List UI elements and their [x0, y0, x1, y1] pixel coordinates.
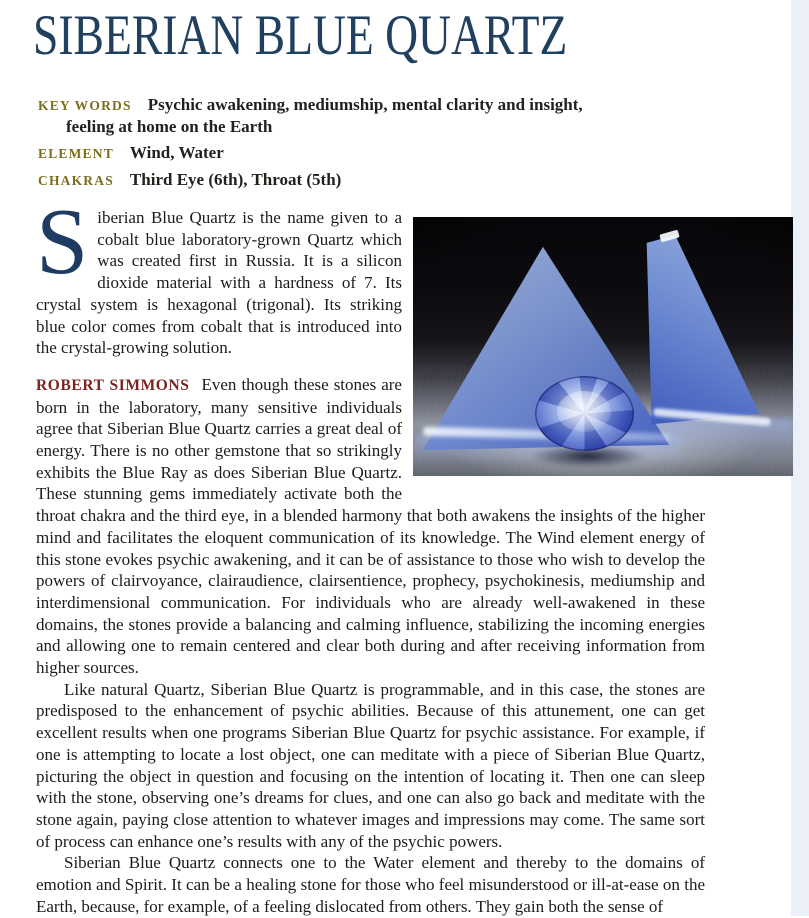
property-row-chakras: [38, 169, 598, 191]
property-value: Wind, Water: [129, 143, 224, 162]
property-label: KEY WORDS: [38, 98, 132, 113]
photo-gem-table-facet: [557, 391, 611, 432]
paragraph-robert-simmons-text: Even though these stones are born in the laboratory, many sensitive individuals agree that Siberian Blue Quartz carries a great deal of energy. There is no other gemstone that so strikingly exhibits the Blue Ray as does Siberian Blue Quartz. These stunning gems immediately activate both the throat chakra and the third eye, in a blended harmony that both awakens the insights of the higher mind and facilitates the eloquent communication of its knowledge. The Wind element energy of this stone evokes psychic awakening, and it can be of assistance to those who wish to develop the powers of clairvoyance, clairaudience, clairsentience, prophecy, psychokinesis, mediumship and interdimensional communication. For individuals who are already well-awakened in these domains, the stones provide a balancing and calming influence, stabilizing the incoming energies and allowing one to remain centered and clear both during and after receiving information from higher sources.: [36, 374, 705, 678]
author-label: ROBERT SIMMONS: [36, 376, 190, 394]
property-value: Psychic awakening, mediumship, mental clarity and insight, feeling at home on the Earth: [66, 95, 583, 136]
paragraph-water-element: Siberian Blue Quartz connects one to the Water element and thereby to the domains of emotion and Spirit. It can be a healing stone for those who feel misunderstood or ill-at-ease on the Earth, because, for example, of a feeling dislocated from others. They gain both the sense of: [36, 853, 705, 916]
page-edge-strip: [791, 0, 809, 916]
property-row-element: [38, 142, 598, 164]
dropcap-letter: S: [36, 190, 89, 294]
property-label: CHAKRAS: [38, 173, 114, 188]
paragraph-programmable: Like natural Quartz, Siberian Blue Quartz is programmable, and in this case, the stones are predisposed to the enhancement of psychic abilities. Because of this attunement, one can get excellent results when one programs Siberian Blue Quartz for psychic assistance. For example, if one is attempting to locate a lost object, one can meditate with a piece of Siberian Blue Quartz, picturing the object in question and focusing on the intention of locating it. Then one can sleep with the stone, observing one’s dreams for clues, and one can also go back and meditate with the stone again, paying close attention to whatever images and impressions may come. The same sort of process can enhance one’s results with any of the psychic powers.: [36, 679, 705, 851]
page-title: SIBERIAN BLUE QUARTZ: [33, 4, 568, 67]
stone-photo: [413, 217, 793, 476]
property-row-keywords: [38, 94, 598, 137]
property-value: Third Eye (6th), Throat (5th): [129, 170, 342, 189]
article-body: [36, 190, 793, 918]
photo-faceted-gem: [535, 376, 634, 451]
property-label: ELEMENT: [38, 146, 114, 161]
stone-properties: [38, 94, 598, 191]
paragraph-intro-text: iberian Blue Quartz is the name given to a cobalt blue laboratory-grown Quartz which was created first in Russia. It is a silicon dioxide material with a hardness of 7. Its crystal system is hexagonal (trigonal). Its striking blue color comes from cobalt that is introduced into the crystal-growing solution.: [36, 208, 402, 358]
